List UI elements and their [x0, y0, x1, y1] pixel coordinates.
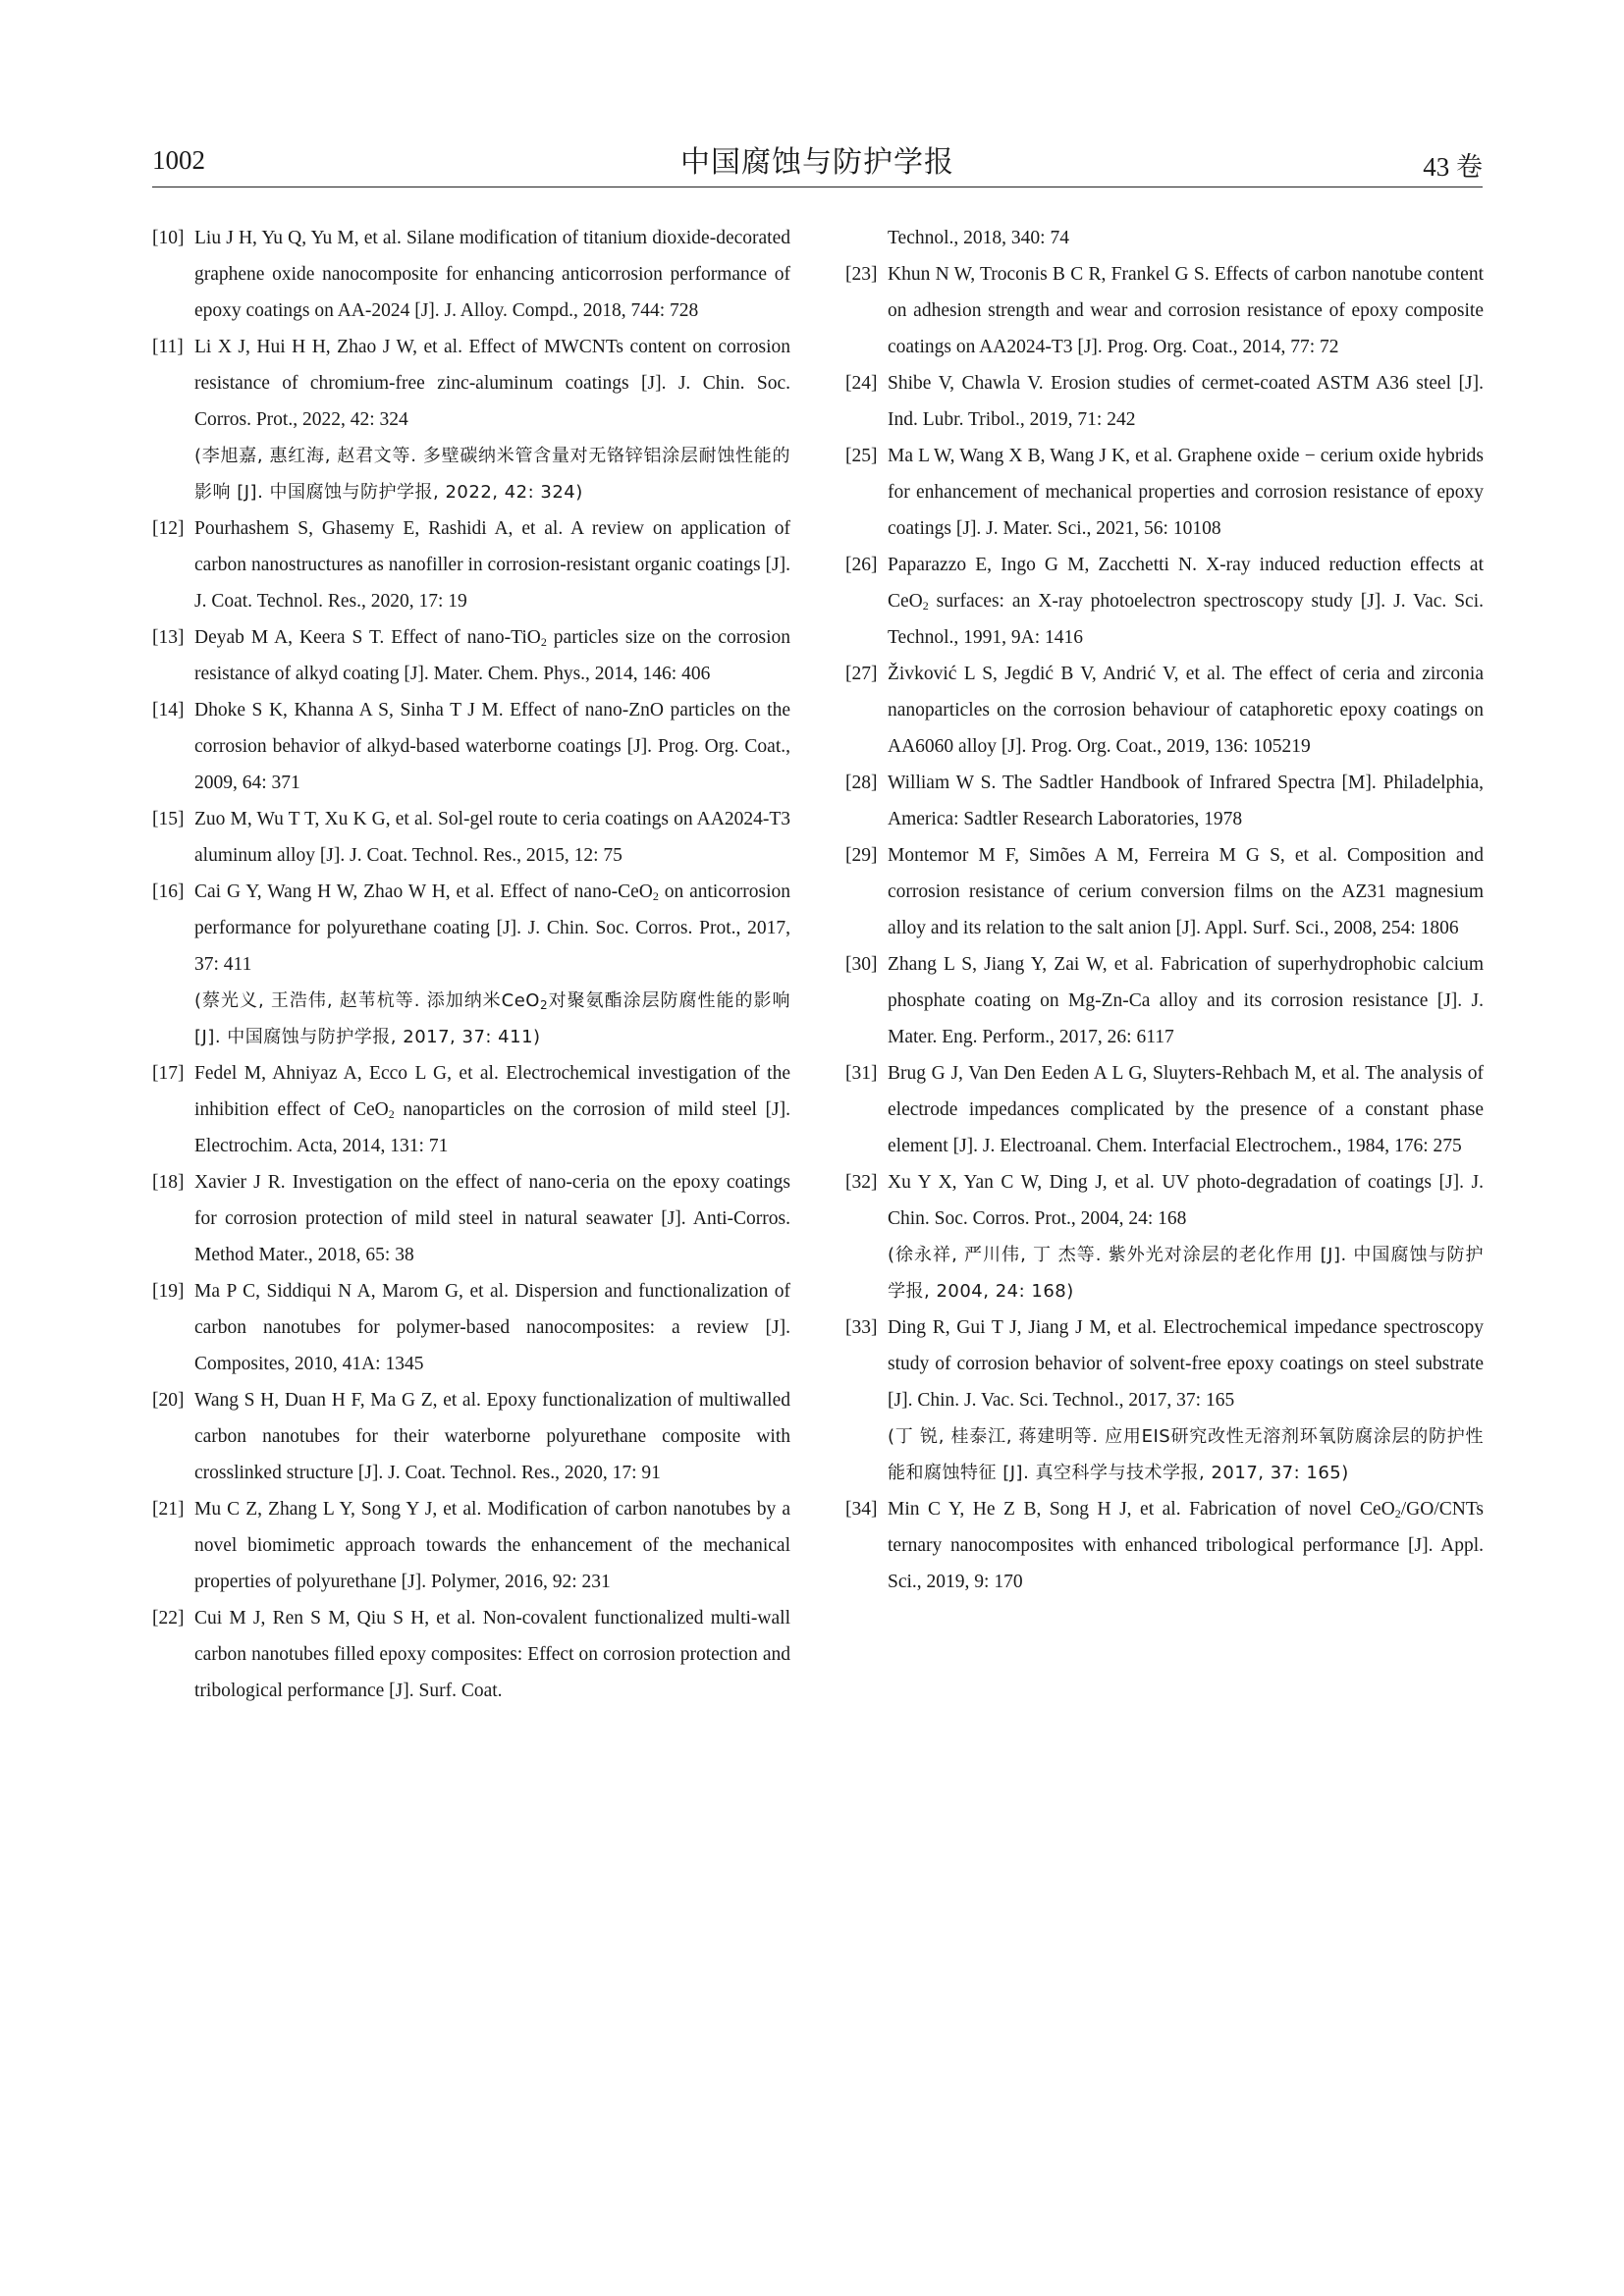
- subscript: 2: [539, 998, 549, 1012]
- reference-number: [29]: [845, 845, 878, 866]
- chinese-text-before: (蔡光义, 王浩伟, 赵苇杭等. 添加纳米CeO: [194, 990, 540, 1011]
- volume-label: 43 卷: [1423, 152, 1483, 182]
- reference-33: [845, 1309, 1484, 1491]
- reference-number: [22]: [152, 1608, 185, 1629]
- reference-number: [13]: [152, 627, 185, 648]
- reference-chinese-text: (徐永祥, 严川伟, 丁 杰等. 紫外光对涂层的老化作用 [J]. 中国腐蚀与防护学报, 2004, 24: 168): [888, 1245, 1484, 1302]
- reference-text: Živković L S, Jegdić B V, Andrić V, et al. The effect of ceria and zirconia nanoparticles on the corrosion behaviour of cataphoretic epoxy coatings on AA6060 alloy [J]. Prog. Org. Coat., 2019, 136: 105219: [888, 664, 1484, 757]
- reference-29: [845, 837, 1484, 946]
- reference-text-before: Fedel M, Ahniyaz A, Ecco L G, et al. Electrochemical investigation of the inhibition effect of CeO: [194, 1063, 790, 1120]
- reference-text: Ma L W, Wang X B, Wang J K, et al. Graphene oxide − cerium oxide hybrids for enhancement of mechanical properties and corrosion resistance of epoxy coatings [J]. J. Mater. Sci., 2021, 56: 10108: [888, 446, 1484, 539]
- reference-text: Dhoke S K, Khanna A S, Sinha T J M. Effect of nano-ZnO particles on the corrosion behavior of alkyd-based waterborne coatings [J]. Prog. Org. Coat., 2009, 64: 371: [194, 700, 790, 793]
- reference-10: [152, 220, 790, 329]
- subscript: 2: [922, 599, 929, 613]
- page-header: [152, 137, 1483, 187]
- reference-34: [845, 1491, 1484, 1600]
- reference-19: [152, 1273, 790, 1382]
- reference-text-before: Cai G Y, Wang H W, Zhao W H, et al. Effect of nano-CeO: [194, 881, 653, 902]
- reference-text: Wang S H, Duan H F, Ma G Z, et al. Epoxy functionalization of multiwalled carbon nanotubes for their waterborne polyurethane composite with crosslinked structure [J]. J. Coat. Technol. Res., 2020, 17: 91: [194, 1390, 790, 1483]
- reference-text: Xavier J R. Investigation on the effect of nano-ceria on the epoxy coatings for corrosion protection of mild steel in natural seawater [J]. Anti-Corros. Method Mater., 2018, 65: 38: [194, 1172, 790, 1265]
- reference-32: [845, 1164, 1484, 1309]
- reference-22: [152, 1600, 790, 1709]
- chinese-text-after: 对聚氨酯涂层防腐性能的影响 [J]. 中国腐蚀与防护学报, 2017, 37: 411): [194, 990, 790, 1047]
- reference-text: Liu J H, Yu Q, Yu M, et al. Silane modification of titanium dioxide-decorated graphene oxide nanocomposite for enhancing anticorrosion performance of epoxy coatings on AA-2024 [J]. J. Alloy. Compd., 2018, 744: 728: [194, 228, 790, 321]
- reference-22-continuation: [845, 220, 1484, 256]
- reference-text: Pourhashem S, Ghasemy E, Rashidi A, et al. A review on application of carbon nanostructures as nanofiller in corrosion-resistant organic coatings [J]. J. Coat. Technol. Res., 2020, 17: 19: [194, 518, 790, 612]
- reference-number: [10]: [152, 228, 185, 248]
- reference-number: [33]: [845, 1317, 878, 1338]
- reference-text: Xu Y X, Yan C W, Ding J, et al. UV photo-degradation of coatings [J]. J. Chin. Soc. Corros. Prot., 2004, 24: 168: [888, 1172, 1484, 1229]
- reference-text-before: Deyab M A, Keera S T. Effect of nano-TiO: [194, 627, 541, 648]
- reference-13: [152, 619, 790, 692]
- reference-25: [845, 438, 1484, 547]
- reference-14: [152, 692, 790, 801]
- journal-title: 中国腐蚀与防护学报: [680, 146, 954, 179]
- references-left-column: [152, 220, 790, 1709]
- reference-number: [14]: [152, 700, 185, 721]
- reference-text: Mu C Z, Zhang L Y, Song Y J, et al. Modification of carbon nanotubes by a novel biomimetic approach towards the enhancement of the mechanical properties of polyurethane [J]. Polymer, 2016, 92: 231: [194, 1499, 790, 1592]
- reference-text-after: surfaces: an X-ray photoelectron spectroscopy study [J]. J. Vac. Sci. Technol., 1991, 9A: 1416: [888, 591, 1484, 648]
- reference-continuation-text: Technol., 2018, 340: 74: [888, 228, 1069, 248]
- subscript: 2: [652, 889, 659, 903]
- page-number: 1002: [152, 145, 205, 175]
- subscript: 2: [1394, 1507, 1401, 1521]
- reference-number: [15]: [152, 809, 185, 829]
- reference-18: [152, 1164, 790, 1273]
- reference-text: Ding R, Gui T J, Jiang J M, et al. Electrochemical impedance spectroscopy study of corrosion behavior of solvent-free epoxy coatings on steel substrate [J]. Chin. J. Vac. Sci. Technol., 2017, 37: 165: [888, 1317, 1484, 1411]
- reference-number: [23]: [845, 264, 878, 285]
- reference-text: Ma P C, Siddiqui N A, Marom G, et al. Dispersion and functionalization of carbon nanotubes for polymer-based nanocomposites: a review [J]. Composites, 2010, 41A: 1345: [194, 1281, 790, 1374]
- reference-number: [24]: [845, 373, 878, 394]
- reference-number: [20]: [152, 1390, 185, 1411]
- reference-23: [845, 256, 1484, 365]
- reference-number: [34]: [845, 1499, 878, 1520]
- reference-26: [845, 547, 1484, 656]
- reference-chinese-text: (李旭嘉, 惠红海, 赵君文等. 多壁碳纳米管含量对无铬锌铝涂层耐蚀性能的影响 [J]. 中国腐蚀与防护学报, 2022, 42: 324): [194, 446, 790, 503]
- reference-text-before: Paparazzo E, Ingo G M, Zacchetti N. X-ray induced reduction effects at CeO: [888, 555, 1484, 612]
- reference-12: [152, 510, 790, 619]
- reference-chinese-text: (丁 锐, 桂泰江, 蒋建明等. 应用EIS研究改性无溶剂环氧防腐涂层的防护性能和腐蚀特征 [J]. 真空科学与技术学报, 2017, 37: 165): [888, 1426, 1484, 1483]
- reference-number: [18]: [152, 1172, 185, 1193]
- reference-text: Li X J, Hui H H, Zhao J W, et al. Effect of MWCNTs content on corrosion resistance of chromium-free zinc-aluminum coatings [J]. J. Chin. Soc. Corros. Prot., 2022, 42: 324: [194, 337, 790, 430]
- subscript: 2: [540, 635, 547, 649]
- reference-number: [31]: [845, 1063, 878, 1084]
- reference-number: [28]: [845, 773, 878, 793]
- reference-number: [11]: [152, 337, 184, 357]
- reference-number: [32]: [845, 1172, 878, 1193]
- reference-text: Brug G J, Van Den Eeden A L G, Sluyters-Rehbach M, et al. The analysis of electrode impedances complicated by the presence of a constant phase element [J]. J. Electroanal. Chem. Interfacial Electrochem., 1984, 176: 275: [888, 1063, 1484, 1156]
- references-right-column: [845, 220, 1484, 1600]
- subscript: 2: [388, 1107, 395, 1121]
- reference-text-before: Min C Y, He Z B, Song H J, et al. Fabrication of novel CeO: [888, 1499, 1395, 1520]
- reference-number: [12]: [152, 518, 185, 539]
- reference-number: [17]: [152, 1063, 185, 1084]
- reference-text: Cui M J, Ren S M, Qiu S H, et al. Non-covalent functionalized multi-wall carbon nanotubes filled epoxy composites: Effect on corrosion protection and tribological performance [J]. Surf. Coat.: [194, 1608, 790, 1701]
- reference-17: [152, 1055, 790, 1164]
- reference-30: [845, 946, 1484, 1055]
- reference-text: Zhang L S, Jiang Y, Zai W, et al. Fabrication of superhydrophobic calcium phosphate coating on Mg-Zn-Ca alloy and its corrosion resistance [J]. J. Mater. Eng. Perform., 2017, 26: 6117: [888, 954, 1484, 1047]
- reference-24: [845, 365, 1484, 438]
- reference-20: [152, 1382, 790, 1491]
- reference-number: [21]: [152, 1499, 185, 1520]
- reference-number: [26]: [845, 555, 878, 575]
- reference-text: Zuo M, Wu T T, Xu K G, et al. Sol-gel route to ceria coatings on AA2024-T3 aluminum alloy [J]. J. Coat. Technol. Res., 2015, 12: 75: [194, 809, 790, 866]
- reference-11: [152, 329, 790, 510]
- reference-number: [16]: [152, 881, 185, 902]
- reference-number: [19]: [152, 1281, 185, 1302]
- reference-text: Shibe V, Chawla V. Erosion studies of cermet-coated ASTM A36 steel [J]. Ind. Lubr. Tribol., 2019, 71: 242: [888, 373, 1484, 430]
- reference-chinese-text: [194, 983, 790, 1055]
- reference-text: Khun N W, Troconis B C R, Frankel G S. Effects of carbon nanotube content on adhesion strength and wear and corrosion resistance of epoxy composite coatings on AA2024-T3 [J]. Prog. Org. Coat., 2014, 77: 72: [888, 264, 1484, 357]
- reference-16: [152, 874, 790, 1055]
- reference-text-after: /GO/CNTs ternary nanocomposites with enhanced tribological performance [J]. Appl. Sci., 2019, 9: 170: [888, 1499, 1484, 1592]
- reference-15: [152, 801, 790, 874]
- reference-text-after: on anticorrosion performance for polyurethane coating [J]. J. Chin. Soc. Corros. Prot., 2017, 37: 411: [194, 881, 790, 975]
- reference-number: [27]: [845, 664, 878, 684]
- reference-28: [845, 765, 1484, 837]
- reference-31: [845, 1055, 1484, 1164]
- reference-number: [30]: [845, 954, 878, 975]
- reference-text-after: particles size on the corrosion resistance of alkyd coating [J]. Mater. Chem. Phys., 2014, 146: 406: [194, 627, 790, 684]
- reference-text: William W S. The Sadtler Handbook of Infrared Spectra [M]. Philadelphia, America: Sadtler Research Laboratories, 1978: [888, 773, 1484, 829]
- reference-text-after: nanoparticles on the corrosion of mild steel [J]. Electrochim. Acta, 2014, 131: 71: [194, 1099, 790, 1156]
- reference-27: [845, 656, 1484, 765]
- reference-number: [25]: [845, 446, 878, 466]
- reference-text: Montemor M F, Simões A M, Ferreira M G S, et al. Composition and corrosion resistance of cerium conversion films on the AZ31 magnesium alloy and its relation to the salt anion [J]. Appl. Surf. Sci., 2008, 254: 1806: [888, 845, 1484, 938]
- reference-21: [152, 1491, 790, 1600]
